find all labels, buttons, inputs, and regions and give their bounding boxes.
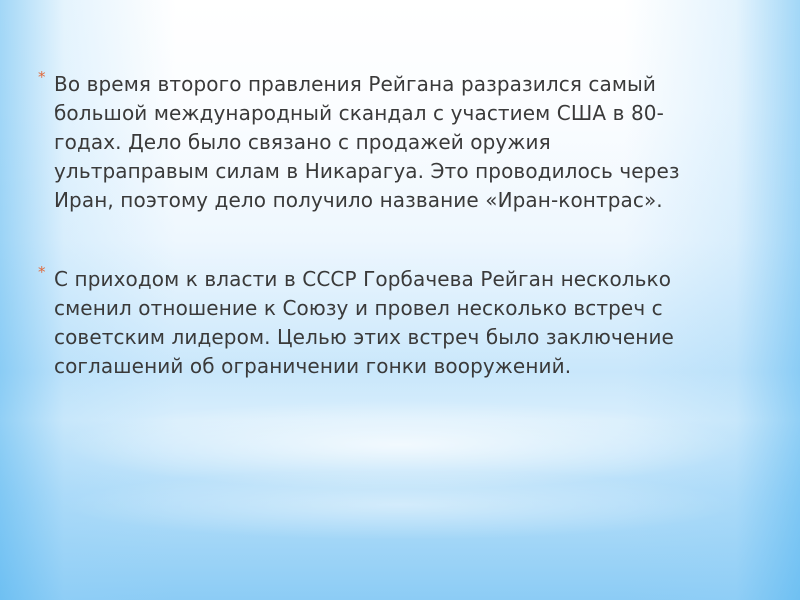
- bullet-line: Иран, поэтому дело получило название «Иран-контрас».: [54, 188, 663, 212]
- asterisk-icon: *: [38, 68, 46, 86]
- background-glow: [60, 470, 740, 540]
- bullet-line: большой международный скандал с участием США в 80-: [54, 101, 664, 125]
- bullet-line: советским лидером. Целью этих встреч было заключение: [54, 325, 674, 349]
- slide-content: [32, 70, 732, 431]
- bullet-item-1: [32, 70, 732, 215]
- bullet-line: годах. Дело было связано с продажей оружия: [54, 130, 551, 154]
- bullet-item-2: [32, 265, 732, 381]
- bullet-line: Во время второго правления Рейгана разразился самый: [54, 72, 657, 96]
- bullet-line: ультраправым силам в Никарагуа. Это проводилось через: [54, 159, 680, 183]
- bullet-line: сменил отношение к Союзу и провел несколько встреч с: [54, 296, 663, 320]
- bullet-line: соглашений об ограничении гонки вооружений.: [54, 354, 572, 378]
- asterisk-icon: *: [38, 263, 46, 281]
- bullet-line: С приходом к власти в СССР Горбачева Рейган несколько: [54, 267, 672, 291]
